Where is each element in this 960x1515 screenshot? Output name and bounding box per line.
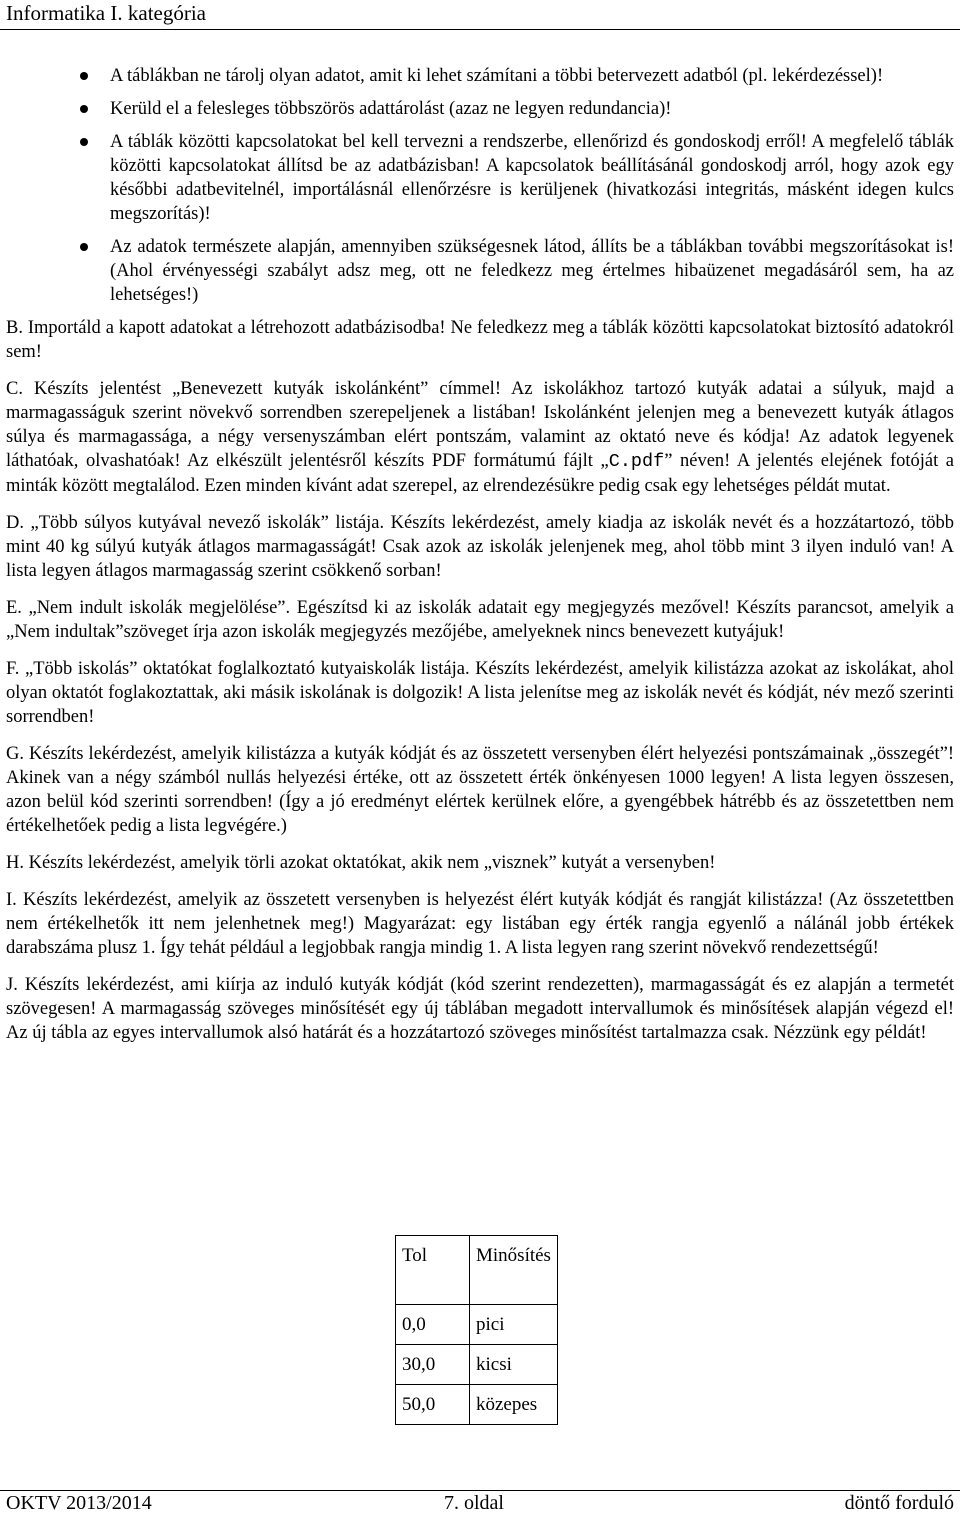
list-item-text: Az adatok természete alapján, amennyiben szükségesnek látod, állíts be a táblákban további megszorításokat is! (Ahol érvényességi szabályt adsz meg, ott ne feledkezz meg értelmes hibaüzenet megadásáról sem, ha az lehetséges!) (110, 237, 954, 305)
footer-page-number: 7. oldal (444, 1492, 504, 1514)
task-b: B. Importáld a kapott adatokat a létrehozott adatbázisodba! Ne feledkezz meg a táblák közötti kapcsolatokat biztosító adatokról sem! (6, 318, 954, 362)
task-j: J. Készíts lekérdezést, ami kiírja az induló kutyák kódját (kód szerint rendezetten), marmagasságát és ez alapján a termetét szövegesen! A marmagasság szöveges minősítését egy új táblában megadott intervallumok és minősítések alapján végezd el! Az új tábla az egyes intervallumok alsó határát és a hozzátartozó szöveges minősítést tartalmazza csak. Nézzünk egy példát! (6, 975, 954, 1043)
list-item (6, 235, 954, 307)
list-item (6, 64, 954, 88)
task-d: D. „Több súlyos kutyával nevező iskolák” listája. Készíts lekérdezést, amely kiadja az iskolák nevét és a hozzátartozó, több mint 40 kg súlyú kutyák átlagos marmagasságát! Csak azok az iskolák jelenjenek meg, ahol több mint 3 ilyen induló van! A lista legyen átlagos marmagasság szerint csökkenő sorban! (6, 513, 954, 581)
table-row (396, 1385, 558, 1425)
page-footer (0, 1490, 960, 1512)
task-i: I. Készíts lekérdezést, amelyik az összetett versenyben is helyezést élért kutyák kódját és rangját kilistázza! (Az összetettben nem értékelhetők itt nem jelenhetnek meg!) Magyarázat: egy listában egy érték rangja egyenlő a nálánál jobb értékek darabszáma plusz 1. Így tehát például a legjobbak rangja mindig 1. A lista legyen rang szerint növekvő rendezettségű! (6, 890, 954, 958)
list-item-text: Kerüld el a felesleges többszörös adattárolást (azaz ne legyen redundancia)! (110, 99, 672, 119)
footer-round: döntő forduló (844, 1492, 954, 1514)
table-cell: 30,0 (396, 1345, 470, 1385)
task-e: E. „Nem indult iskolák megjelölése”. Egészítsd ki az iskolák adatait egy megjegyzés mezővel! Készíts parancsot, amelyik a „Nem indultak”szöveget írja azon iskolák megjegyzés mezőjébe, amelyeknek nincs benevezett kutyájuk! (6, 598, 954, 642)
table-row (396, 1305, 558, 1345)
table-header-cell: Minősítés (470, 1236, 558, 1305)
list-item (6, 130, 954, 226)
task-h: H. Készíts lekérdezést, amelyik törli azokat oktatókat, akik nem „visznek” kutyát a versenyben! (6, 853, 716, 873)
bullet-icon (80, 105, 88, 113)
list-item-text: A táblákban ne tárolj olyan adatot, amit ki lehet számítani a többi betervezett adatból (pl. lekérdezéssel)! (110, 66, 884, 86)
header-title: Informatika I. kategória (6, 1, 206, 25)
table-header-row (396, 1236, 558, 1305)
list-item (6, 97, 954, 121)
table-cell: közepes (470, 1385, 558, 1425)
task-c (6, 377, 954, 498)
bullet-icon (80, 138, 88, 146)
footer-competition: OKTV 2013/2014 (6, 1492, 152, 1514)
bullet-icon (80, 243, 88, 251)
page-header (0, 0, 960, 30)
bullet-icon (80, 72, 88, 80)
task-c-text-2: ” néven! A jelentés elejének fotóját a minták között megtalálod. Ezen minden kívánt adat szerepel, az elrendezésükre pedig csak egy lehetséges példát mutat. (6, 451, 954, 496)
requirements-list (6, 64, 954, 307)
table-cell: 0,0 (396, 1305, 470, 1345)
task-g: G. Készíts lekérdezést, amelyik kilistázza a kutyák kódját és az összetett versenyben élért helyezési pontszámainak „összegét”! Akinek van a négy számból nullás helyezési értéke, ott az összetett érték önkényesen 1000 legyen! A lista legyen összesen, azon belül kód szerinti sorrendben! (Így a jó eredményt elértek kerülnek előre, a gyengébbek hátrébb és az összetettben nem értékelhetőek pedig a lista legvégére.) (6, 744, 954, 836)
example-table (395, 1235, 558, 1425)
table-cell: pici (470, 1305, 558, 1345)
task-c-text-1: C. Készíts jelentést „Benevezett kutyák iskolánként” címmel! Az iskolákhoz tartozó kutyák adatai a súlyuk, majd a marmagasságuk szerint növekvő sorrendben szerepeljenek a listában! Iskolánként jelenjen meg a benevezett kutyák átlagos súlya és marmagassága, a négy versenyszámban elért pontszám, valamint az oktató neve és kódja! Az adatok legyenek láthatóak, olvashatóak! Az elkészült jelentésről készíts PDF formátumú fájlt „ (6, 379, 954, 471)
table-row (396, 1345, 558, 1385)
table-cell: 50,0 (396, 1385, 470, 1425)
page-content (6, 64, 954, 1058)
list-item-text: A táblák közötti kapcsolatokat bel kell tervezni a rendszerbe, ellenőrizd és gondoskodj erről! A megfelelő táblák közötti kapcsolatokat állítsd be az adatbázisban! A kapcsolatok beállításánál gondoskodj arról, hogy azok egy későbbi adatbevitelnél, importálásnál ellenőrzésre is kerüljenek (hivatkozási integritás, másként idegen kulcs megszorítás)! (110, 132, 954, 224)
table-header-cell: Tol (396, 1236, 470, 1305)
table-cell: kicsi (470, 1345, 558, 1385)
task-f: F. „Több iskolás” oktatókat foglalkoztató kutyaiskolák listája. Készíts lekérdezést, amelyik kilistázza azokat az iskolákat, ahol olyan oktatót foglakoztattak, aki másik iskolának is dolgozik! A lista jelenítse meg az iskolák nevét és kódját, név mező szerinti sorrendben! (6, 659, 954, 727)
task-c-filename: C.pdf (608, 451, 665, 472)
